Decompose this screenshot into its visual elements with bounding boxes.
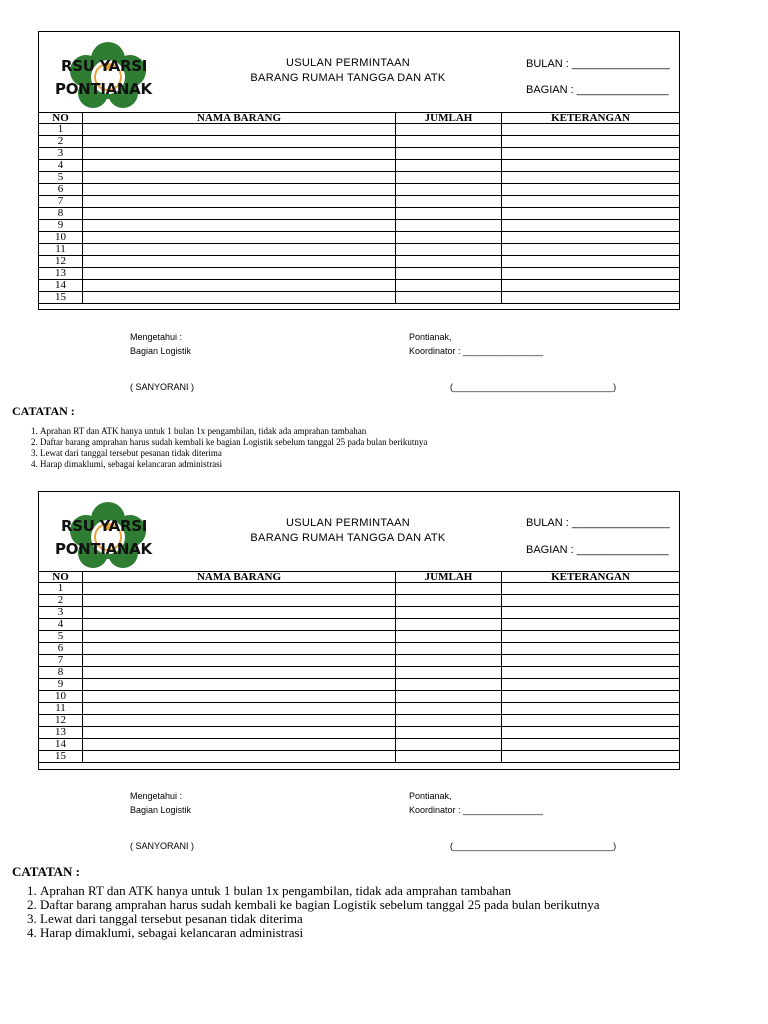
koordinator-block [409, 789, 543, 817]
keterangan-cell[interactable] [502, 292, 680, 304]
keterangan-cell[interactable] [502, 655, 680, 667]
nama-barang-cell[interactable] [83, 739, 396, 751]
jumlah-cell[interactable] [396, 655, 502, 667]
jumlah-cell[interactable] [396, 280, 502, 292]
note-item: 2. Daftar barang amprahan harus sudah kembali ke bagian Logistik sebelum tanggal 25 pada bulan berikutnya [40, 437, 427, 448]
row-number: 14 [39, 739, 83, 751]
pontianak-label: Pontianak, [409, 332, 452, 342]
table-header-row [39, 572, 680, 583]
nama-barang-cell[interactable] [83, 631, 396, 643]
row-number: 7 [39, 655, 83, 667]
nama-barang-cell[interactable] [83, 667, 396, 679]
row-number: 3 [39, 607, 83, 619]
bulan-field[interactable]: BULAN : ________________ [526, 517, 670, 529]
jumlah-cell[interactable] [396, 292, 502, 304]
note-item: 2. Daftar barang amprahan harus sudah kembali ke bagian Logistik sebelum tanggal 25 pada bulan berikutnya [40, 898, 600, 912]
keterangan-cell[interactable] [502, 136, 680, 148]
logo-text-line1: RSU YARSI [61, 517, 148, 535]
row-number: 2 [39, 136, 83, 148]
table-row [39, 751, 680, 763]
col-jumlah: JUMLAH [396, 572, 502, 583]
nama-barang-cell[interactable] [83, 655, 396, 667]
bagian-logistik-label: Bagian Logistik [130, 346, 192, 356]
table-row [39, 172, 680, 184]
note-item: 3. Lewat dari tanggal tersebut pesanan tidak diterima [40, 912, 600, 926]
jumlah-cell[interactable] [396, 172, 502, 184]
koordinator-signature-line[interactable]: (________________________________) [450, 841, 617, 851]
koordinator-field[interactable]: Koordinator : ________________ [409, 346, 544, 356]
row-number: 5 [39, 631, 83, 643]
row-number: 4 [39, 160, 83, 172]
jumlah-cell[interactable] [396, 751, 502, 763]
row-number: 15 [39, 292, 83, 304]
table-row [39, 727, 680, 739]
form-title [218, 516, 478, 546]
row-number: 14 [39, 280, 83, 292]
nama-barang-cell[interactable] [83, 232, 396, 244]
hospital-logo [55, 501, 158, 558]
table-row [39, 691, 680, 703]
catatan-title: CATATAN : [12, 864, 81, 879]
table-row [39, 607, 680, 619]
koordinator-block [409, 330, 543, 358]
row-number: 6 [39, 643, 83, 655]
col-jumlah: JUMLAH [396, 113, 502, 124]
col-nama-barang: NAMA BARANG [83, 113, 396, 124]
jumlah-cell[interactable] [396, 703, 502, 715]
row-number: 12 [39, 256, 83, 268]
jumlah-cell[interactable] [396, 607, 502, 619]
note-item: 4. Harap dimaklumi, sebagai kelancaran administrasi [40, 459, 427, 470]
col-keterangan: KETERANGAN [502, 572, 680, 583]
row-number: 9 [39, 220, 83, 232]
keterangan-cell[interactable] [502, 703, 680, 715]
nama-barang-cell[interactable] [83, 643, 396, 655]
jumlah-cell[interactable] [396, 631, 502, 643]
row-number: 10 [39, 691, 83, 703]
title-line2: BARANG RUMAH TANGGA DAN ATK [250, 532, 446, 544]
keterangan-cell[interactable] [502, 280, 680, 292]
keterangan-cell[interactable] [502, 715, 680, 727]
jumlah-cell[interactable] [396, 268, 502, 280]
keterangan-cell[interactable] [502, 220, 680, 232]
table-row [39, 136, 680, 148]
row-number: 6 [39, 184, 83, 196]
jumlah-cell[interactable] [396, 727, 502, 739]
koordinator-field[interactable]: Koordinator : ________________ [409, 805, 544, 815]
items-table [38, 112, 680, 304]
keterangan-cell[interactable] [502, 256, 680, 268]
table-row [39, 208, 680, 220]
nama-barang-cell[interactable] [83, 715, 396, 727]
row-number: 2 [39, 595, 83, 607]
jumlah-cell[interactable] [396, 208, 502, 220]
table-row [39, 148, 680, 160]
catatan-title: CATATAN : [12, 404, 75, 418]
nama-barang-cell[interactable] [83, 691, 396, 703]
note-item: 1. Aprahan RT dan ATK hanya untuk 1 bulan 1x pengambilan, tidak ada amprahan tambahan [40, 884, 600, 898]
keterangan-cell[interactable] [502, 607, 680, 619]
keterangan-cell[interactable] [502, 160, 680, 172]
jumlah-cell[interactable] [396, 136, 502, 148]
table-row [39, 667, 680, 679]
table-row [39, 232, 680, 244]
table-row [39, 160, 680, 172]
sanyorani-label: ( SANYORANI ) [130, 841, 195, 851]
nama-barang-cell[interactable] [83, 679, 396, 691]
jumlah-cell[interactable] [396, 715, 502, 727]
table-row [39, 595, 680, 607]
jumlah-cell[interactable] [396, 643, 502, 655]
row-number: 12 [39, 715, 83, 727]
logo-text-line2: PONTIANAK [55, 80, 152, 98]
title-line2: BARANG RUMAH TANGGA DAN ATK [250, 72, 446, 84]
nama-barang-cell[interactable] [83, 703, 396, 715]
table-row [39, 739, 680, 751]
nama-barang-cell[interactable] [83, 184, 396, 196]
nama-barang-cell[interactable] [83, 619, 396, 631]
jumlah-cell[interactable] [396, 583, 502, 595]
keterangan-cell[interactable] [502, 595, 680, 607]
col-nama-barang: NAMA BARANG [83, 572, 396, 583]
col-no: NO [39, 572, 83, 583]
nama-barang-cell[interactable] [83, 160, 396, 172]
nama-barang-cell[interactable] [83, 268, 396, 280]
jumlah-cell[interactable] [396, 739, 502, 751]
title-line1: USULAN PERMINTAAN [285, 517, 411, 529]
nama-barang-cell[interactable] [83, 196, 396, 208]
note-item: 1. Aprahan RT dan ATK hanya untuk 1 bulan 1x pengambilan, tidak ada amprahan tambahan [40, 426, 427, 437]
notes-list [0, 426, 427, 470]
row-number: 1 [39, 583, 83, 595]
keterangan-cell[interactable] [502, 124, 680, 136]
col-keterangan: KETERANGAN [502, 113, 680, 124]
table-row [39, 280, 680, 292]
nama-barang-cell[interactable] [83, 256, 396, 268]
keterangan-cell[interactable] [502, 196, 680, 208]
keterangan-cell[interactable] [502, 208, 680, 220]
bagian-logistik-label: Bagian Logistik [130, 805, 192, 815]
mengetahui-block [130, 330, 191, 358]
keterangan-cell[interactable] [502, 631, 680, 643]
keterangan-cell[interactable] [502, 667, 680, 679]
table-row [39, 292, 680, 304]
table-row [39, 184, 680, 196]
keterangan-cell[interactable] [502, 751, 680, 763]
row-number: 11 [39, 244, 83, 256]
keterangan-cell[interactable] [502, 619, 680, 631]
form-title [218, 56, 478, 86]
table-row [39, 715, 680, 727]
keterangan-cell[interactable] [502, 691, 680, 703]
row-number: 15 [39, 751, 83, 763]
nama-barang-cell[interactable] [83, 607, 396, 619]
table-row [39, 679, 680, 691]
nama-barang-cell[interactable] [83, 148, 396, 160]
nama-barang-cell[interactable] [83, 136, 396, 148]
row-number: 13 [39, 268, 83, 280]
jumlah-cell[interactable] [396, 619, 502, 631]
jumlah-cell[interactable] [396, 667, 502, 679]
row-number: 10 [39, 232, 83, 244]
keterangan-cell[interactable] [502, 739, 680, 751]
title-line1: USULAN PERMINTAAN [285, 57, 411, 69]
keterangan-cell[interactable] [502, 583, 680, 595]
keterangan-cell[interactable] [502, 244, 680, 256]
col-no: NO [39, 113, 83, 124]
table-header-row [39, 113, 680, 124]
notes-list [0, 884, 600, 940]
nama-barang-cell[interactable] [83, 208, 396, 220]
logo-flower-icon [58, 501, 158, 571]
nama-barang-cell[interactable] [83, 595, 396, 607]
nama-barang-cell[interactable] [83, 220, 396, 232]
bagian-field[interactable]: BAGIAN : _______________ [526, 84, 669, 96]
sanyorani-label: ( SANYORANI ) [130, 382, 195, 392]
keterangan-cell[interactable] [502, 184, 680, 196]
jumlah-cell[interactable] [396, 184, 502, 196]
table-row [39, 268, 680, 280]
mengetahui-label: Mengetahui : [130, 791, 183, 801]
row-number: 4 [39, 619, 83, 631]
table-row [39, 643, 680, 655]
keterangan-cell[interactable] [502, 268, 680, 280]
table-row [39, 703, 680, 715]
jumlah-cell[interactable] [396, 256, 502, 268]
row-number: 9 [39, 679, 83, 691]
nama-barang-cell[interactable] [83, 727, 396, 739]
jumlah-cell[interactable] [396, 160, 502, 172]
row-number: 11 [39, 703, 83, 715]
logo-flower-icon [58, 41, 158, 111]
nama-barang-cell[interactable] [83, 280, 396, 292]
jumlah-cell[interactable] [396, 595, 502, 607]
mengetahui-label: Mengetahui : [130, 332, 183, 342]
pontianak-label: Pontianak, [409, 791, 452, 801]
table-row [39, 220, 680, 232]
jumlah-cell[interactable] [396, 691, 502, 703]
nama-barang-cell[interactable] [83, 583, 396, 595]
table-row [39, 619, 680, 631]
note-item: 4. Harap dimaklumi, sebagai kelancaran administrasi [40, 926, 600, 940]
bagian-field[interactable]: BAGIAN : _______________ [526, 544, 669, 556]
jumlah-cell[interactable] [396, 232, 502, 244]
nama-barang-cell[interactable] [83, 172, 396, 184]
keterangan-cell[interactable] [502, 232, 680, 244]
keterangan-cell[interactable] [502, 172, 680, 184]
row-number: 7 [39, 196, 83, 208]
items-table [38, 571, 680, 763]
mengetahui-block [130, 789, 191, 817]
table-row [39, 124, 680, 136]
jumlah-cell[interactable] [396, 124, 502, 136]
koordinator-signature-line[interactable]: (________________________________) [450, 382, 617, 392]
nama-barang-cell[interactable] [83, 244, 396, 256]
row-number: 5 [39, 172, 83, 184]
note-item: 3. Lewat dari tanggal tersebut pesanan tidak diterima [40, 448, 427, 459]
jumlah-cell[interactable] [396, 244, 502, 256]
keterangan-cell[interactable] [502, 148, 680, 160]
table-row [39, 256, 680, 268]
jumlah-cell[interactable] [396, 148, 502, 160]
nama-barang-cell[interactable] [83, 124, 396, 136]
logo-text-line1: RSU YARSI [61, 57, 148, 75]
nama-barang-cell[interactable] [83, 292, 396, 304]
keterangan-cell[interactable] [502, 643, 680, 655]
row-number: 3 [39, 148, 83, 160]
table-row [39, 631, 680, 643]
row-number: 8 [39, 208, 83, 220]
row-number: 8 [39, 667, 83, 679]
table-row [39, 244, 680, 256]
logo-text-line2: PONTIANAK [55, 540, 152, 558]
table-row [39, 655, 680, 667]
jumlah-cell[interactable] [396, 196, 502, 208]
row-number: 13 [39, 727, 83, 739]
table-row [39, 583, 680, 595]
jumlah-cell[interactable] [396, 679, 502, 691]
nama-barang-cell[interactable] [83, 751, 396, 763]
hospital-logo [55, 41, 158, 98]
keterangan-cell[interactable] [502, 679, 680, 691]
jumlah-cell[interactable] [396, 220, 502, 232]
bulan-field[interactable]: BULAN : ________________ [526, 58, 670, 70]
table-row [39, 196, 680, 208]
keterangan-cell[interactable] [502, 727, 680, 739]
row-number: 1 [39, 124, 83, 136]
